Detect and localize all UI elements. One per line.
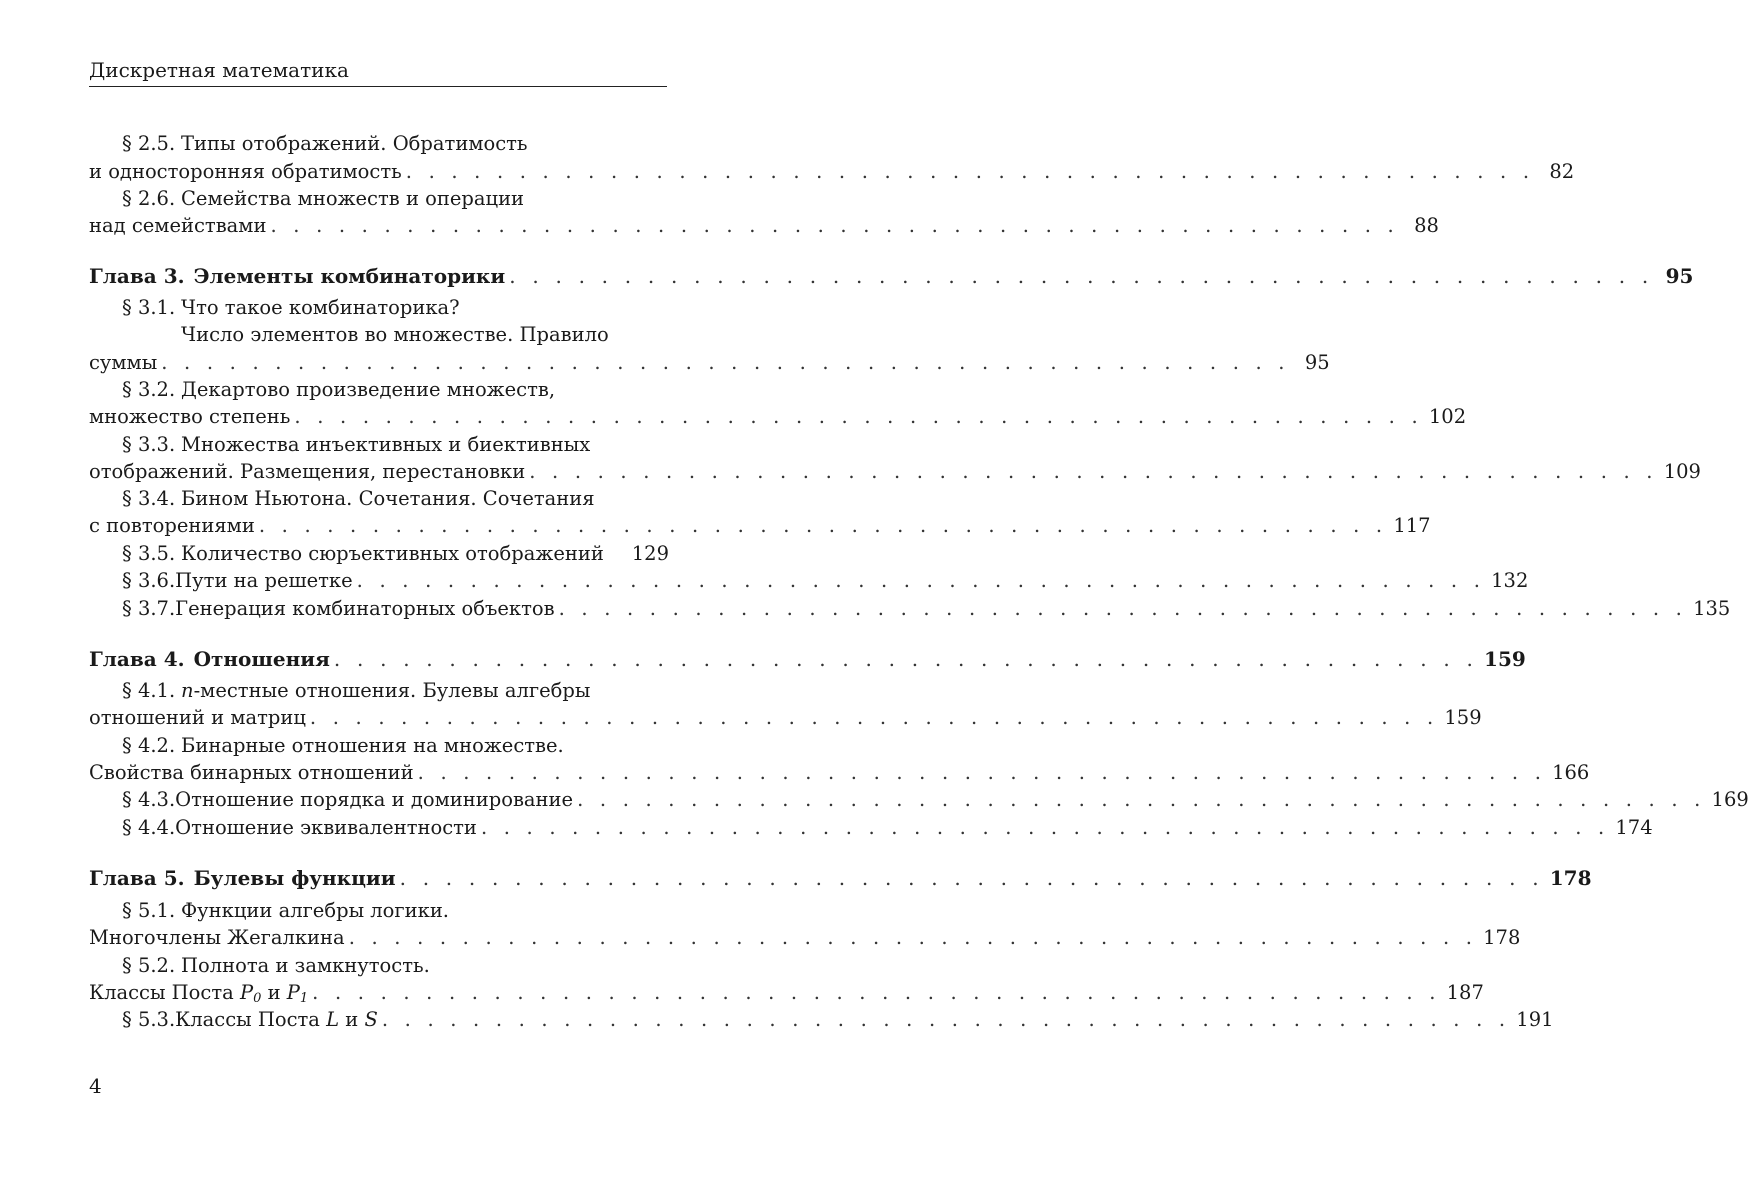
dot-leader: . . . . . . . . . . . . . . . . . . . . . . . . . . . . . . . . . . . . . . . . . . . . . . . . . . bbox=[558, 597, 1688, 620]
toc-entry-3-3-cont bbox=[89, 458, 1701, 486]
chapter-label: Глава 5. bbox=[89, 866, 185, 890]
toc-entry-3-7 bbox=[89, 595, 1731, 623]
chapter-label: Глава 3. bbox=[89, 264, 185, 288]
page-ref: 159 bbox=[1484, 647, 1526, 671]
toc-entry-3-5 bbox=[89, 540, 669, 568]
page-ref: 187 bbox=[1446, 981, 1484, 1004]
toc-entry-2-6-cont bbox=[89, 212, 1439, 240]
dot-leader: . . . . . . . . . . . . . . . . . . . . . . . . . . . . . . . . . . . . . . . . . . . . . . . . . . bbox=[333, 647, 1479, 671]
toc-entry-4-1 bbox=[89, 677, 669, 705]
dot-leader: . . . . . . . . . . . . . . . . . . . . . . . . . . . . . . . . . . . . . . . . . . . . . . . . . . bbox=[399, 866, 1544, 890]
section-title: Полнота и замкнутость. bbox=[181, 954, 430, 977]
running-header: Дискретная математика bbox=[89, 56, 667, 87]
section-title: n-местные отношения. Булевы алгебры bbox=[181, 679, 591, 702]
section-number: § 4.2. bbox=[122, 734, 176, 757]
section-title: Функции алгебры логики. bbox=[181, 899, 450, 922]
math-variable-n: n bbox=[181, 679, 194, 702]
page-number: 4 bbox=[89, 1074, 102, 1098]
dot-leader: . . . . . . . . . . . . . . . . . . . . . . . . . . . . . . . . . . . . . . . . . . . . . . . . . . bbox=[258, 514, 1388, 537]
section-title: Что такое комбинаторика? bbox=[181, 296, 460, 319]
page-ref: 178 bbox=[1483, 926, 1521, 949]
toc-entry-5-3 bbox=[89, 1006, 1554, 1034]
section-number: § 3.1. bbox=[122, 296, 176, 319]
page-ref: 135 bbox=[1693, 597, 1731, 620]
toc-entry-2-6 bbox=[89, 185, 669, 213]
section-number: § 2.5. bbox=[122, 132, 176, 155]
toc-entry-3-4 bbox=[89, 485, 669, 513]
section-title: Типы отображений. Обратимость bbox=[181, 132, 528, 155]
section-number: § 3.3. bbox=[122, 433, 176, 456]
dot-leader: . . . . . . . . . . . . . . . . . . . . . . . . . . . . . . . . . . . . . . . . . . . . . . . . . . bbox=[356, 569, 1486, 592]
toc-entry-5-2-cont bbox=[89, 979, 1484, 1007]
math-L: L bbox=[326, 1008, 340, 1031]
toc-chapter-4 bbox=[89, 645, 1526, 673]
page-ref: 159 bbox=[1444, 706, 1482, 729]
dot-leader: . . . . . . . . . . . . . . . . . . . . . . . . . . . . . . . . . . . . . . . . . . . . . . . . . . bbox=[348, 926, 1478, 949]
toc-entry-3-3 bbox=[89, 431, 669, 459]
section-title-cont: отображений. Размещения, перестановки bbox=[89, 460, 526, 483]
dot-leader: . . . . . . . . . . . . . . . . . . . . . . . . . . . . . . . . . . . . . . . . . . . . . . . . . . bbox=[417, 761, 1547, 784]
page-ref: 169 bbox=[1711, 788, 1749, 811]
toc-entry-4-3 bbox=[89, 786, 1749, 814]
dot-leader: . . . . . . . . . . . . . . . . . . . . . . . . . . . . . . . . . . . . . . . . . . . . . . . . . . bbox=[161, 351, 1290, 374]
dot-leader: . . . . . . . . . . . . . . . . . . . . . . . . . . . . . . . . . . . . . . . . . . . . . . . . . . bbox=[381, 1008, 1511, 1031]
page-ref: 132 bbox=[1491, 569, 1529, 592]
section-title: Семейства множеств и операции bbox=[181, 187, 525, 210]
section-title-cont: над семействами bbox=[89, 214, 267, 237]
page-ref: 129 bbox=[631, 542, 669, 565]
section-number: § 3.6. bbox=[122, 569, 176, 592]
section-title: Декартово произведение множеств, bbox=[181, 378, 556, 401]
dot-leader: . . . . . . . . . . . . . . . . . . . . . . . . . . . . . . . . . . . . . . . . . . . . . . . . . . bbox=[529, 460, 1658, 483]
toc-entry-5-2 bbox=[89, 952, 669, 980]
section-number: § 5.2. bbox=[122, 954, 176, 977]
chapter-title: Булевы функции bbox=[193, 866, 396, 890]
section-title: Количество сюръективных отображений bbox=[181, 542, 604, 565]
section-title: Пути на решетке bbox=[175, 569, 353, 592]
section-title-cont: суммы bbox=[89, 351, 158, 374]
section-title: Классы Поста L и S bbox=[175, 1008, 378, 1031]
section-number: § 3.2. bbox=[122, 378, 176, 401]
section-title-cont: множество степень bbox=[89, 405, 291, 428]
toc-entry-3-4-cont bbox=[89, 512, 1431, 540]
dot-leader: . . . . . . . . . . . . . . . . . . . . . . . . . . . . . . . . . . . . . . . . . . . . . . . . . . bbox=[509, 264, 1654, 288]
section-number: § 5.1. bbox=[122, 899, 176, 922]
section-number: § 3.4. bbox=[122, 487, 176, 510]
page-ref: 109 bbox=[1663, 460, 1701, 483]
section-number: § 4.3. bbox=[122, 788, 176, 811]
section-title-cont: отношений и матриц bbox=[89, 706, 306, 729]
page-ref: 82 bbox=[1549, 160, 1575, 183]
toc-entry-3-6 bbox=[89, 567, 1529, 595]
page-ref: 117 bbox=[1393, 514, 1431, 537]
section-title-cont: с повторениями bbox=[89, 514, 255, 537]
toc-entry-2-5-cont bbox=[89, 158, 1575, 186]
section-title-cont: Свойства бинарных отношений bbox=[89, 761, 414, 784]
page-ref: 166 bbox=[1552, 761, 1590, 784]
section-number: § 2.6. bbox=[122, 187, 176, 210]
dot-leader: . . . . . . . . . . . . . . . . . . . . . . . . . . . . . . . . . . . . . . . . . . . . . . . . . . bbox=[270, 214, 1399, 237]
section-title: Множества инъективных и биективных bbox=[181, 433, 591, 456]
toc-chapter-5 bbox=[89, 864, 1592, 892]
toc-entry-3-2-cont bbox=[89, 403, 1467, 431]
section-title-cont: Классы Поста $P_0$ и $P_1$ bbox=[89, 981, 309, 1006]
section-title-cont: и односторонняя обратимость bbox=[89, 160, 402, 183]
section-title-cont: Число элементов во множестве. Правило bbox=[181, 323, 609, 346]
toc-entry-4-4 bbox=[89, 814, 1653, 842]
dot-leader: . . . . . . . . . . . . . . . . . . . . . . . . . . . . . . . . . . . . . . . . . . . . . . . . . . bbox=[309, 706, 1439, 729]
page-ref: 178 bbox=[1549, 866, 1592, 890]
dot-leader: . . . . . . . . . . . . . . . . . . . . . . . . . . . . . . . . . . . . . . . . . . . . . . . . . . bbox=[405, 160, 1535, 183]
page-ref: 191 bbox=[1516, 1008, 1554, 1031]
toc-entry-3-1 bbox=[89, 294, 669, 322]
toc-entry-3-1-cont bbox=[89, 321, 669, 349]
chapter-title: Элементы комбинаторики bbox=[193, 264, 506, 288]
math-P1: $P_1$ bbox=[286, 981, 309, 1006]
section-title: Бином Ньютона. Сочетания. Сочетания bbox=[181, 487, 595, 510]
toc-chapter-3 bbox=[89, 262, 1694, 290]
toc-entry-4-1-cont bbox=[89, 704, 1482, 732]
toc-entry-5-1-cont bbox=[89, 924, 1521, 952]
dot-leader: . . . . . . . . . . . . . . . . . . . . . . . . . . . . . . . . . . . . . . . . . . . . . . . . . . bbox=[312, 981, 1441, 1004]
section-title: Отношение эквивалентности bbox=[175, 816, 477, 839]
dot-leader: . . . . . . . . . . . . . . . . . . . . . . . . . . . . . . . . . . . . . . . . . . . . . . . . . . bbox=[480, 816, 1610, 839]
section-title: Бинарные отношения на множестве. bbox=[181, 734, 564, 757]
section-number: § 4.1. bbox=[122, 679, 176, 702]
dot-leader: . . . . . . . . . . . . . . . . . . . . . . . . . . . . . . . . . . . . . . . . . . . . . . . . . . bbox=[294, 405, 1423, 428]
section-title: Генерация комбинаторных объектов bbox=[175, 597, 555, 620]
math-P0: $P_0$ bbox=[239, 981, 262, 1006]
page-ref: 88 bbox=[1414, 214, 1439, 237]
section-number: § 3.7. bbox=[122, 597, 176, 620]
page-ref: 95 bbox=[1304, 351, 1330, 374]
section-number: § 4.4. bbox=[122, 816, 176, 839]
dot-leader: . . . . . . . . . . . . . . . . . . . . . . . . . . . . . . . . . . . . . . . . . . . . . . . . . . bbox=[577, 788, 1706, 811]
toc-entry-3-2 bbox=[89, 376, 669, 404]
section-title: Отношение порядка и доминирование bbox=[175, 788, 574, 811]
section-number: § 3.5. bbox=[122, 542, 176, 565]
toc-entry-3-1-cont2 bbox=[89, 349, 1330, 377]
toc-entry-4-2-cont bbox=[89, 759, 1590, 787]
toc-entry-2-5 bbox=[89, 130, 669, 158]
page-ref: 174 bbox=[1615, 816, 1653, 839]
page-ref: 102 bbox=[1428, 405, 1467, 428]
chapter-title: Отношения bbox=[193, 647, 330, 671]
chapter-label: Глава 4. bbox=[89, 647, 185, 671]
section-title-cont: Многочлены Жегалкина bbox=[89, 926, 345, 949]
section-number: § 5.3. bbox=[122, 1008, 176, 1031]
toc-entry-5-1 bbox=[89, 897, 669, 925]
page-ref: 95 bbox=[1665, 264, 1694, 288]
math-S: S bbox=[364, 1008, 378, 1031]
toc-entry-4-2 bbox=[89, 732, 669, 760]
